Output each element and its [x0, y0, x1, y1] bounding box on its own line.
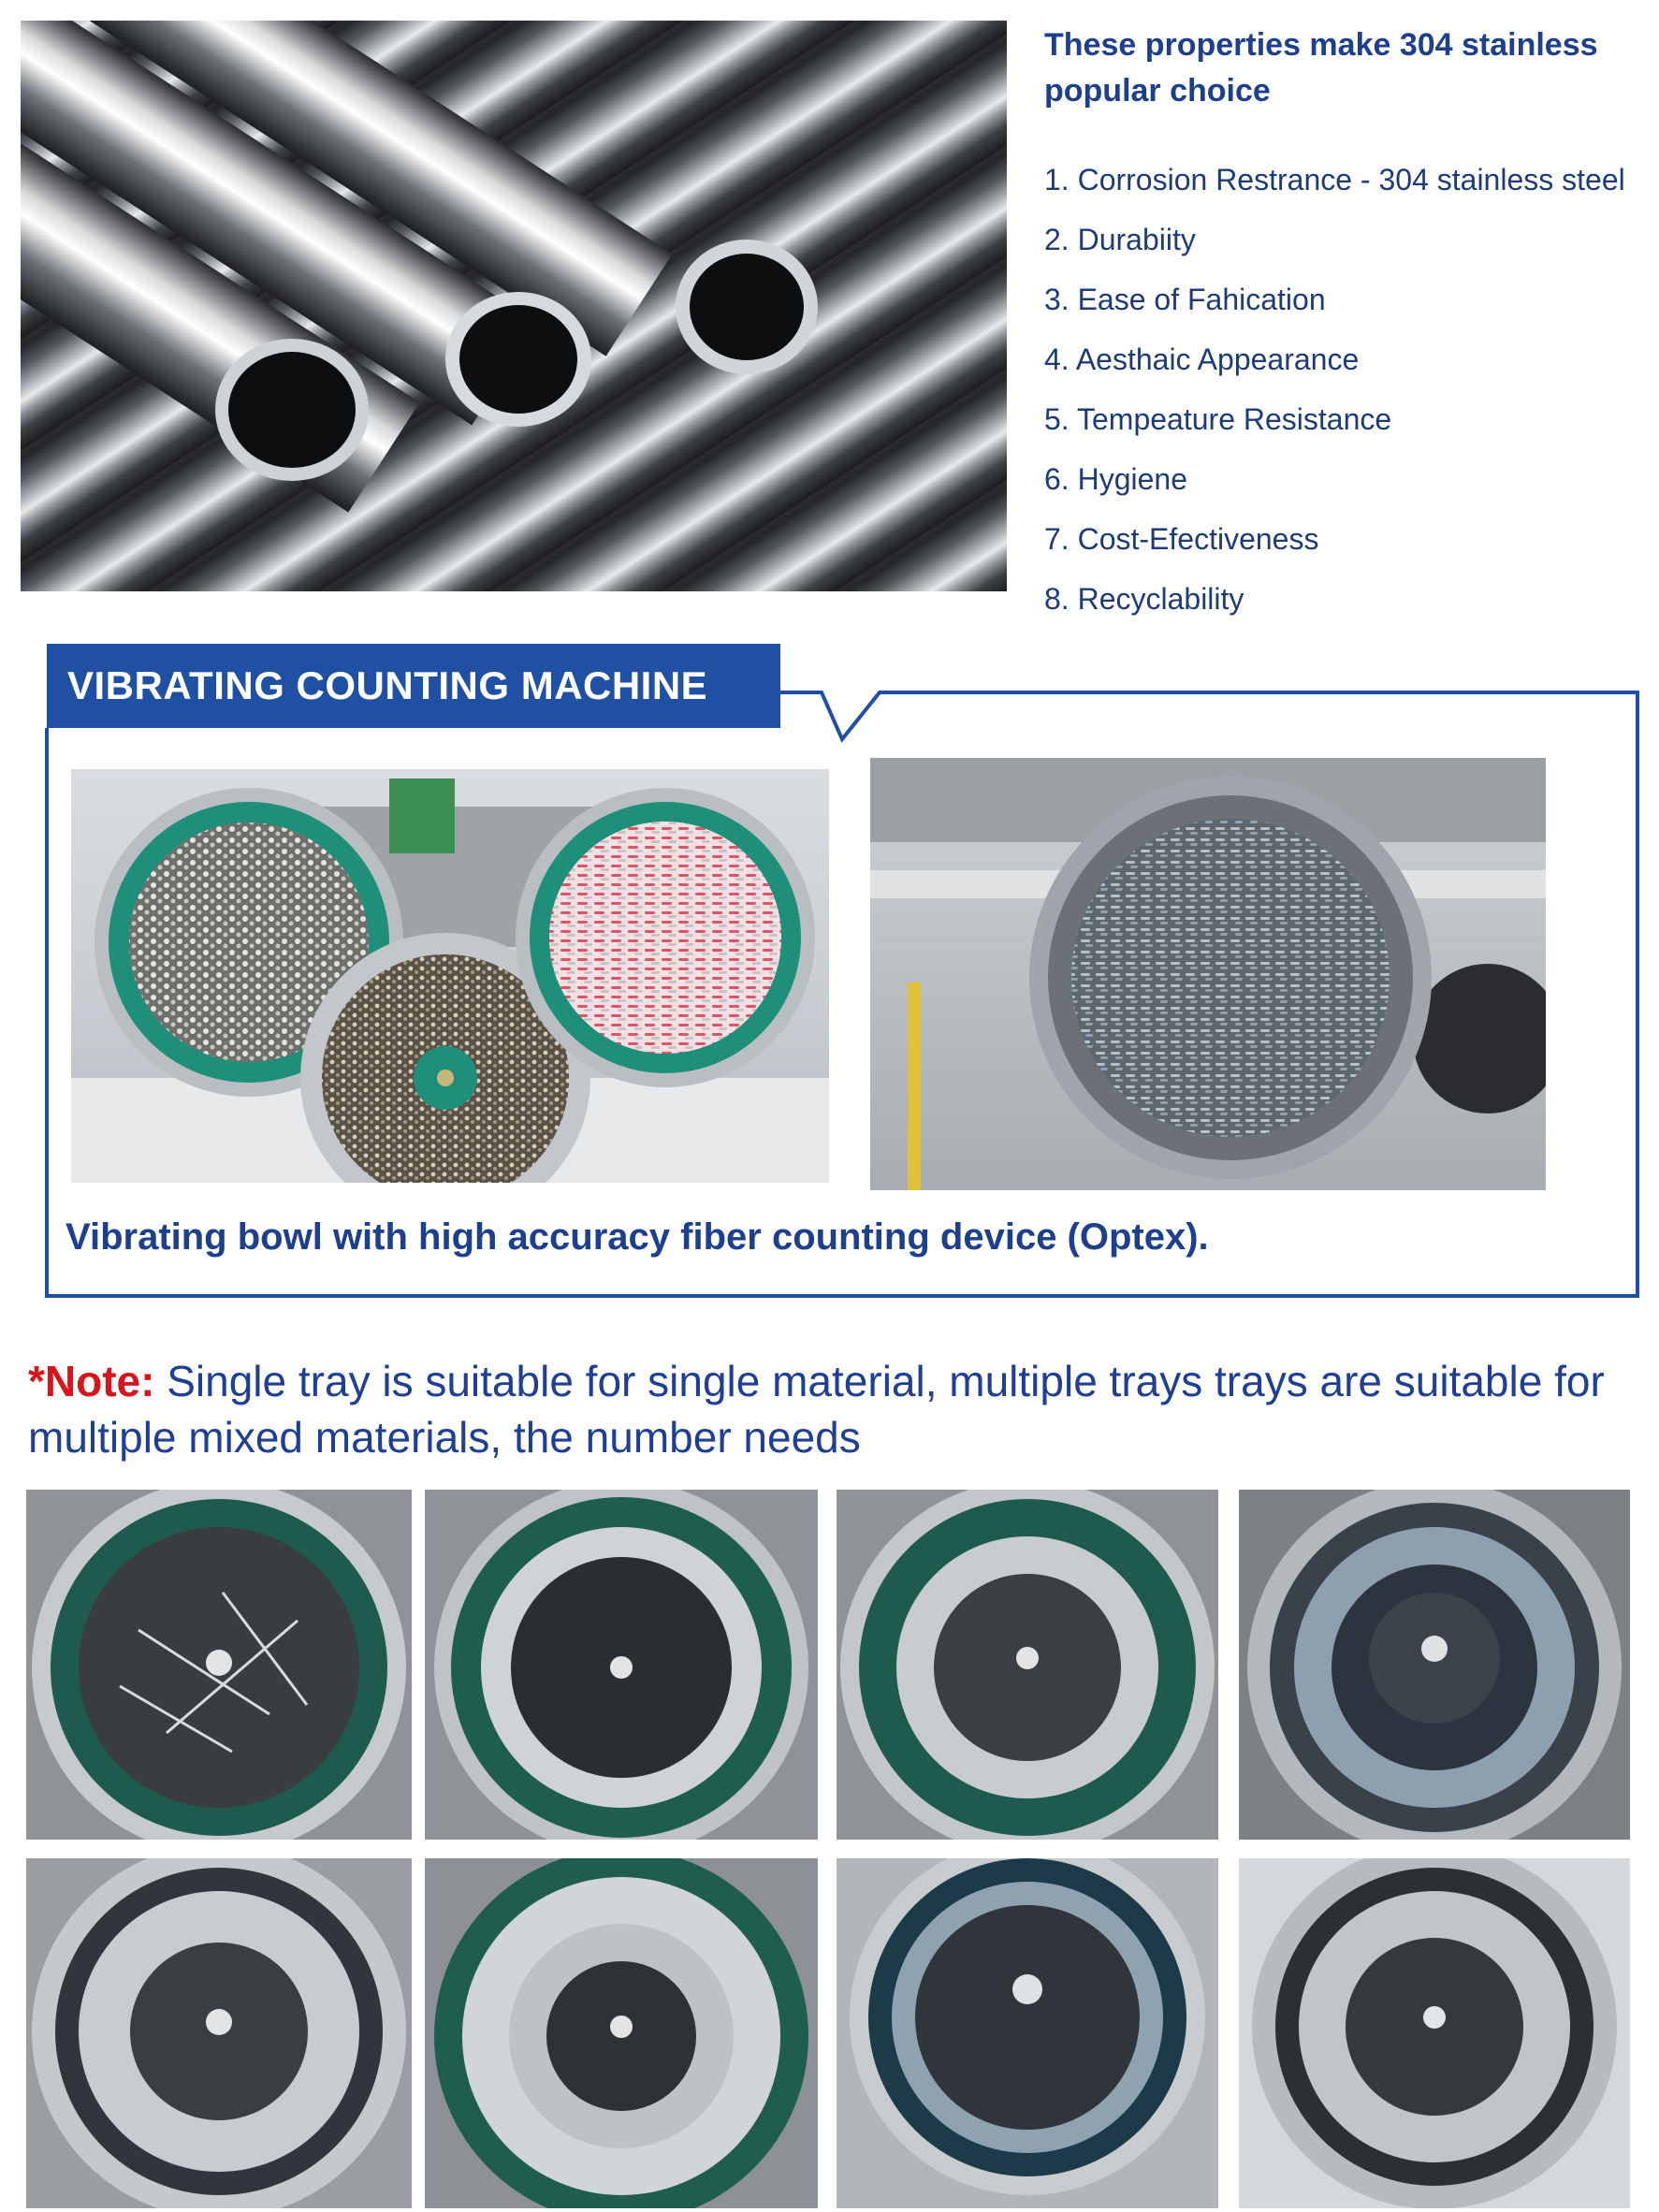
gallery-photo-2: [425, 1490, 818, 1840]
property-item: 1. Corrosion Restrance - 304 stainless steel: [1044, 163, 1625, 196]
property-item: 6. Hygiene: [1044, 462, 1187, 496]
machine-title: VIBRATING COUNTING MACHINE: [67, 663, 708, 707]
gallery-photo-6: [425, 1858, 818, 2208]
gallery-photo-1: [26, 1490, 412, 1840]
property-item: 2. Durabiity: [1044, 223, 1196, 256]
gallery-photo-8: [1239, 1858, 1630, 2208]
gallery-photo-3: [837, 1490, 1218, 1840]
property-item: 7. Cost-Efectiveness: [1044, 522, 1319, 556]
three-bowl-feeder-photo: [71, 769, 829, 1183]
property-item: 4. Aesthaic Appearance: [1044, 342, 1360, 376]
gallery-photo-5: [26, 1858, 412, 2208]
property-item: 3. Ease of Fahication: [1044, 283, 1326, 316]
property-item: 5. Tempeature Resistance: [1044, 402, 1392, 436]
machine-caption: Vibrating bowl with high accuracy fiber counting device (Optex).: [65, 1216, 1209, 1258]
gallery-photo-7: [837, 1858, 1218, 2208]
gallery-photo-4: [1239, 1490, 1630, 1840]
single-bowl-feeder-photo: [870, 758, 1546, 1190]
note-label: *Note:: [28, 1357, 155, 1405]
properties-heading: These properties make 304 stainless popular choice: [1044, 27, 1598, 109]
property-item: 8. Recyclability: [1044, 582, 1244, 616]
note-paragraph: [28, 1353, 1637, 1465]
note-body: Single tray is suitable for single material, multiple trays trays are suitable for multiple mixed materials, the number needs: [28, 1357, 1605, 1462]
